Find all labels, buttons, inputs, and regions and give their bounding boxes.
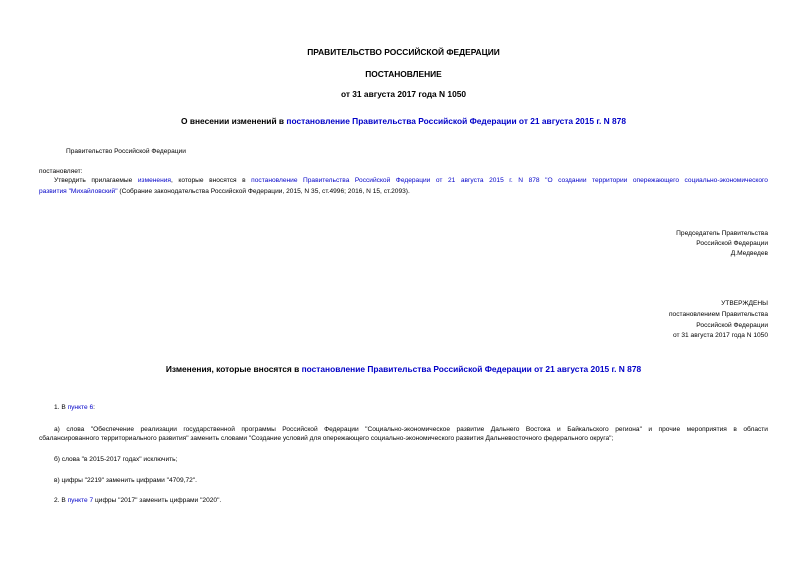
org-header: ПРАВИТЕЛЬСТВО РОССИЙСКОЙ ФЕДЕРАЦИИ bbox=[307, 47, 500, 57]
doc-date-number: от 31 августа 2017 года N 1050 bbox=[340, 89, 467, 99]
item-b: б) слова "в 2015-2017 годах" исключить; bbox=[54, 456, 178, 463]
link-changes[interactable]: изменения bbox=[137, 177, 171, 184]
approved-line3: Российской Федерации bbox=[696, 322, 768, 329]
item-v: в) цифры "2219" заменить цифрами "4709,72". bbox=[54, 477, 197, 484]
doc-type: ПОСТАНОВЛЕНИЕ bbox=[365, 69, 442, 79]
issuer: Правительство Российской Федерации bbox=[66, 148, 186, 155]
changes-title-prefix: Изменения, которые вносятся в bbox=[165, 364, 302, 374]
changes-title bbox=[0, 364, 807, 374]
approved-line4: от 31 августа 2017 года N 1050 bbox=[673, 332, 768, 339]
approved-line1: УТВЕРЖДЕНЫ bbox=[721, 300, 768, 307]
signature-name: Д.Медведев bbox=[730, 250, 768, 257]
signature-line1: Председатель Правительства bbox=[676, 230, 768, 237]
decides: постановляет: bbox=[39, 168, 83, 175]
changes-title-link[interactable]: постановление Правительства Российской Федерации от 21 августа 2015 г. N 878 bbox=[301, 364, 642, 374]
paragraph-approve-line2: развития "Михайловский" (Собрание законодательства Российской Федерации, 2015, N 35, ст.4996; 2016, N 15, ст.2093). bbox=[39, 188, 410, 195]
item-a-line2: сбалансированного территориального развития" заменить словами "Создание условий для опережающего социально-экономического развития Дальневосточного федерального округа"; bbox=[39, 435, 614, 442]
approved-line2: постановлением Правительства bbox=[668, 311, 768, 318]
item-2: 2. В пункте 7 цифры "2017" заменить цифрами "2020". bbox=[54, 497, 222, 504]
link-mikhailovsky[interactable]: развития "Михайловский" bbox=[39, 188, 118, 195]
item-a-line1: а) слова "Обеспечение реализации государственной программы Российской Федерации "Социально-экономическое развитие Дальнего Востока и Байкальского региона" и прочие мероприятия в области bbox=[54, 426, 768, 433]
link-point-6[interactable]: пункте 6 bbox=[67, 404, 94, 411]
link-resolution-878[interactable]: постановление Правительства Российской Федерации от 21 августа 2015 г. N 878 bbox=[251, 177, 540, 184]
signature-line2: Российской Федерации bbox=[696, 240, 768, 247]
doc-title-link[interactable]: постановление Правительства Российской Федерации от 21 августа 2015 г. N 878 bbox=[286, 116, 626, 126]
link-resolution-878-title[interactable]: "О создании территории опережающего социально-экономического bbox=[539, 177, 768, 184]
link-point-7[interactable]: пункте 7 bbox=[67, 497, 94, 504]
paragraph-approve-line1: Утвердить прилагаемые изменения, которые вносятся в постановление Правительства Российской Федерации от 21 августа 2015 г. N 878 "О создании территории опережающего социально-экономического bbox=[54, 177, 768, 184]
doc-title bbox=[0, 116, 807, 126]
doc-title-prefix: О внесении изменений в bbox=[180, 116, 287, 126]
item-1: 1. В пункте 6: bbox=[54, 404, 95, 411]
